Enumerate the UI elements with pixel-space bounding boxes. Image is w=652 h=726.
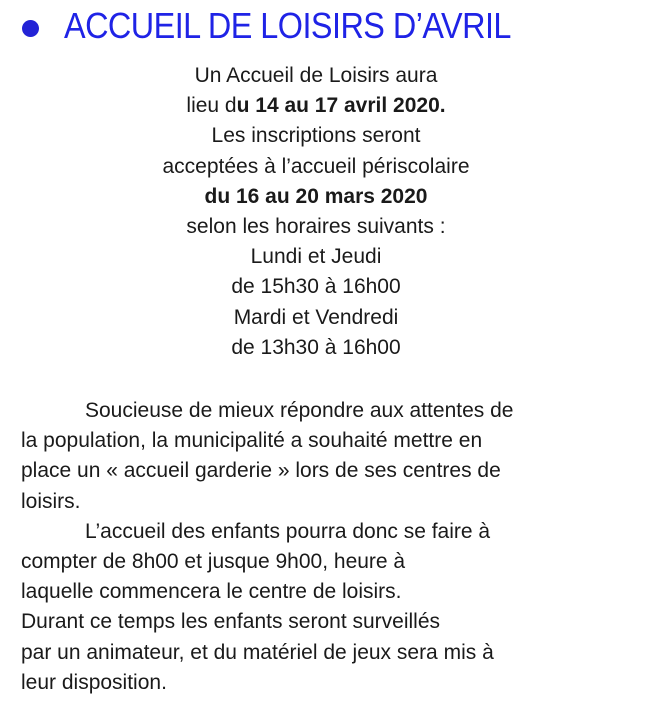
paragraph-line: leur disposition. — [21, 670, 167, 694]
paragraph-line: Soucieuse de mieux répondre aux attentes de — [85, 399, 514, 422]
intro-line: Les inscriptions seront — [211, 124, 421, 148]
paragraph-line: laquelle commencera le centre de loisirs. — [21, 580, 402, 604]
intro-line: acceptées à l’accueil périscolaire — [162, 154, 470, 178]
body-text — [21, 396, 621, 698]
paragraph-line: la population, la municipalité a souhaité mettre en — [21, 429, 483, 453]
intro-block — [0, 61, 632, 363]
intro-dates-line — [0, 91, 632, 121]
schedule-days: Mardi et Vendredi — [233, 305, 399, 329]
paragraph-line: compter de 8h00 et jusque 9h00, heure à — [21, 550, 406, 574]
section-heading — [22, 4, 561, 48]
registration-dates: du 16 au 20 mars 2020 — [204, 184, 428, 208]
intro-line: selon les horaires suivants : — [186, 215, 446, 239]
schedule-days: Lundi et Jeudi — [250, 245, 382, 269]
bullet-icon — [22, 20, 39, 37]
paragraph-line: par un animateur, et du matériel de jeux sera mis à — [21, 640, 494, 664]
paragraph-line: L’accueil des enfants pourra donc se faire à — [85, 519, 491, 543]
schedule-hours: de 15h30 à 16h00 — [231, 275, 401, 299]
paragraph-line: loisirs. — [21, 489, 81, 513]
page-title: ACCUEIL DE LOISIRS D’AVRIL — [64, 5, 511, 46]
schedule-hours: de 13h30 à 16h00 — [231, 335, 401, 359]
paragraph-line: Durant ce temps les enfants seront surveillés — [21, 610, 441, 634]
paragraph-line: place un « accueil garderie » lors de ses centres de — [21, 459, 501, 483]
intro-dates: u 14 au 17 avril 2020. — [236, 94, 446, 118]
intro-line: Un Accueil de Loisirs aura — [194, 64, 438, 87]
intro-dates-prefix: lieu d — [186, 94, 237, 118]
